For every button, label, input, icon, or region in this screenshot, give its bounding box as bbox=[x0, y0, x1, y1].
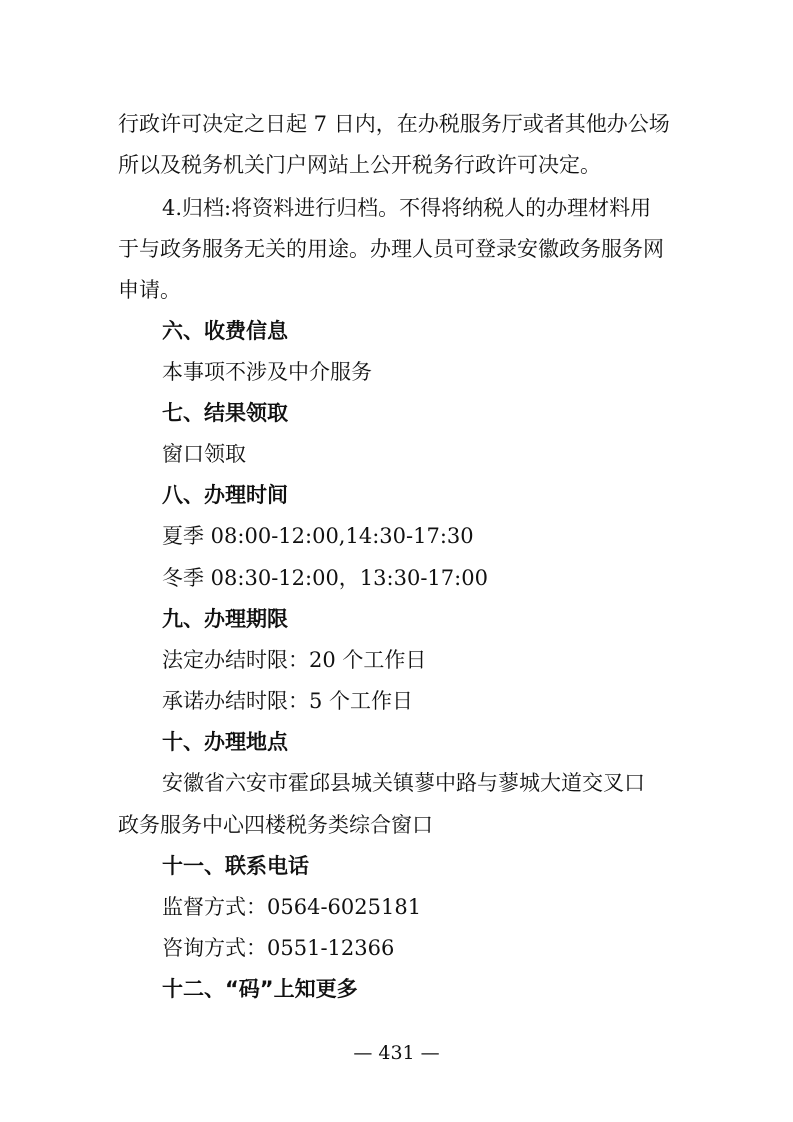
section-heading-hours: 八、办理时间 bbox=[162, 483, 288, 507]
body-text-line: 行政许可决定之日起 7 日内，在办税服务厅或者其他办公场 bbox=[118, 112, 670, 136]
section-content: 夏季 08:00-12:00,14:30-17:30 bbox=[162, 524, 474, 548]
section-content: 安徽省六安市霍邱县城关镇蓼中路与蓼城大道交叉口 bbox=[162, 771, 645, 795]
section-content: 冬季 08:30-12:00，13:30-17:00 bbox=[162, 566, 488, 590]
section-heading-qr: 十二、“码”上知更多 bbox=[162, 977, 358, 1001]
body-text-line: 申请。 bbox=[118, 278, 181, 302]
body-text-line: 所以及税务机关门户网站上公开税务行政许可决定。 bbox=[118, 153, 601, 177]
body-text-line: 于与政务服务无关的用途。办理人员可登录安徽政务服务网 bbox=[118, 237, 664, 261]
section-heading-result: 七、结果领取 bbox=[162, 401, 288, 425]
section-content: 监督方式：0564-6025181 bbox=[162, 895, 422, 919]
section-heading-contact: 十一、联系电话 bbox=[162, 854, 309, 878]
section-content: 承诺办结时限：5 个工作日 bbox=[162, 689, 414, 713]
section-content: 咨询方式：0551-12366 bbox=[162, 936, 395, 960]
section-content: 政务服务中心四楼税务类综合窗口 bbox=[118, 813, 433, 837]
section-heading-location: 十、办理地点 bbox=[162, 730, 288, 754]
section-heading-deadline: 九、办理期限 bbox=[162, 607, 288, 631]
section-content: 法定办结时限：20 个工作日 bbox=[162, 648, 427, 672]
section-content: 本事项不涉及中介服务 bbox=[162, 360, 372, 384]
section-heading-fees: 六、收费信息 bbox=[162, 319, 288, 343]
section-content: 窗口领取 bbox=[162, 442, 246, 466]
body-text-line: 4.归档:将资料进行归档。不得将纳税人的办理材料用 bbox=[162, 196, 652, 220]
page-number: — 431 — bbox=[353, 1042, 440, 1064]
